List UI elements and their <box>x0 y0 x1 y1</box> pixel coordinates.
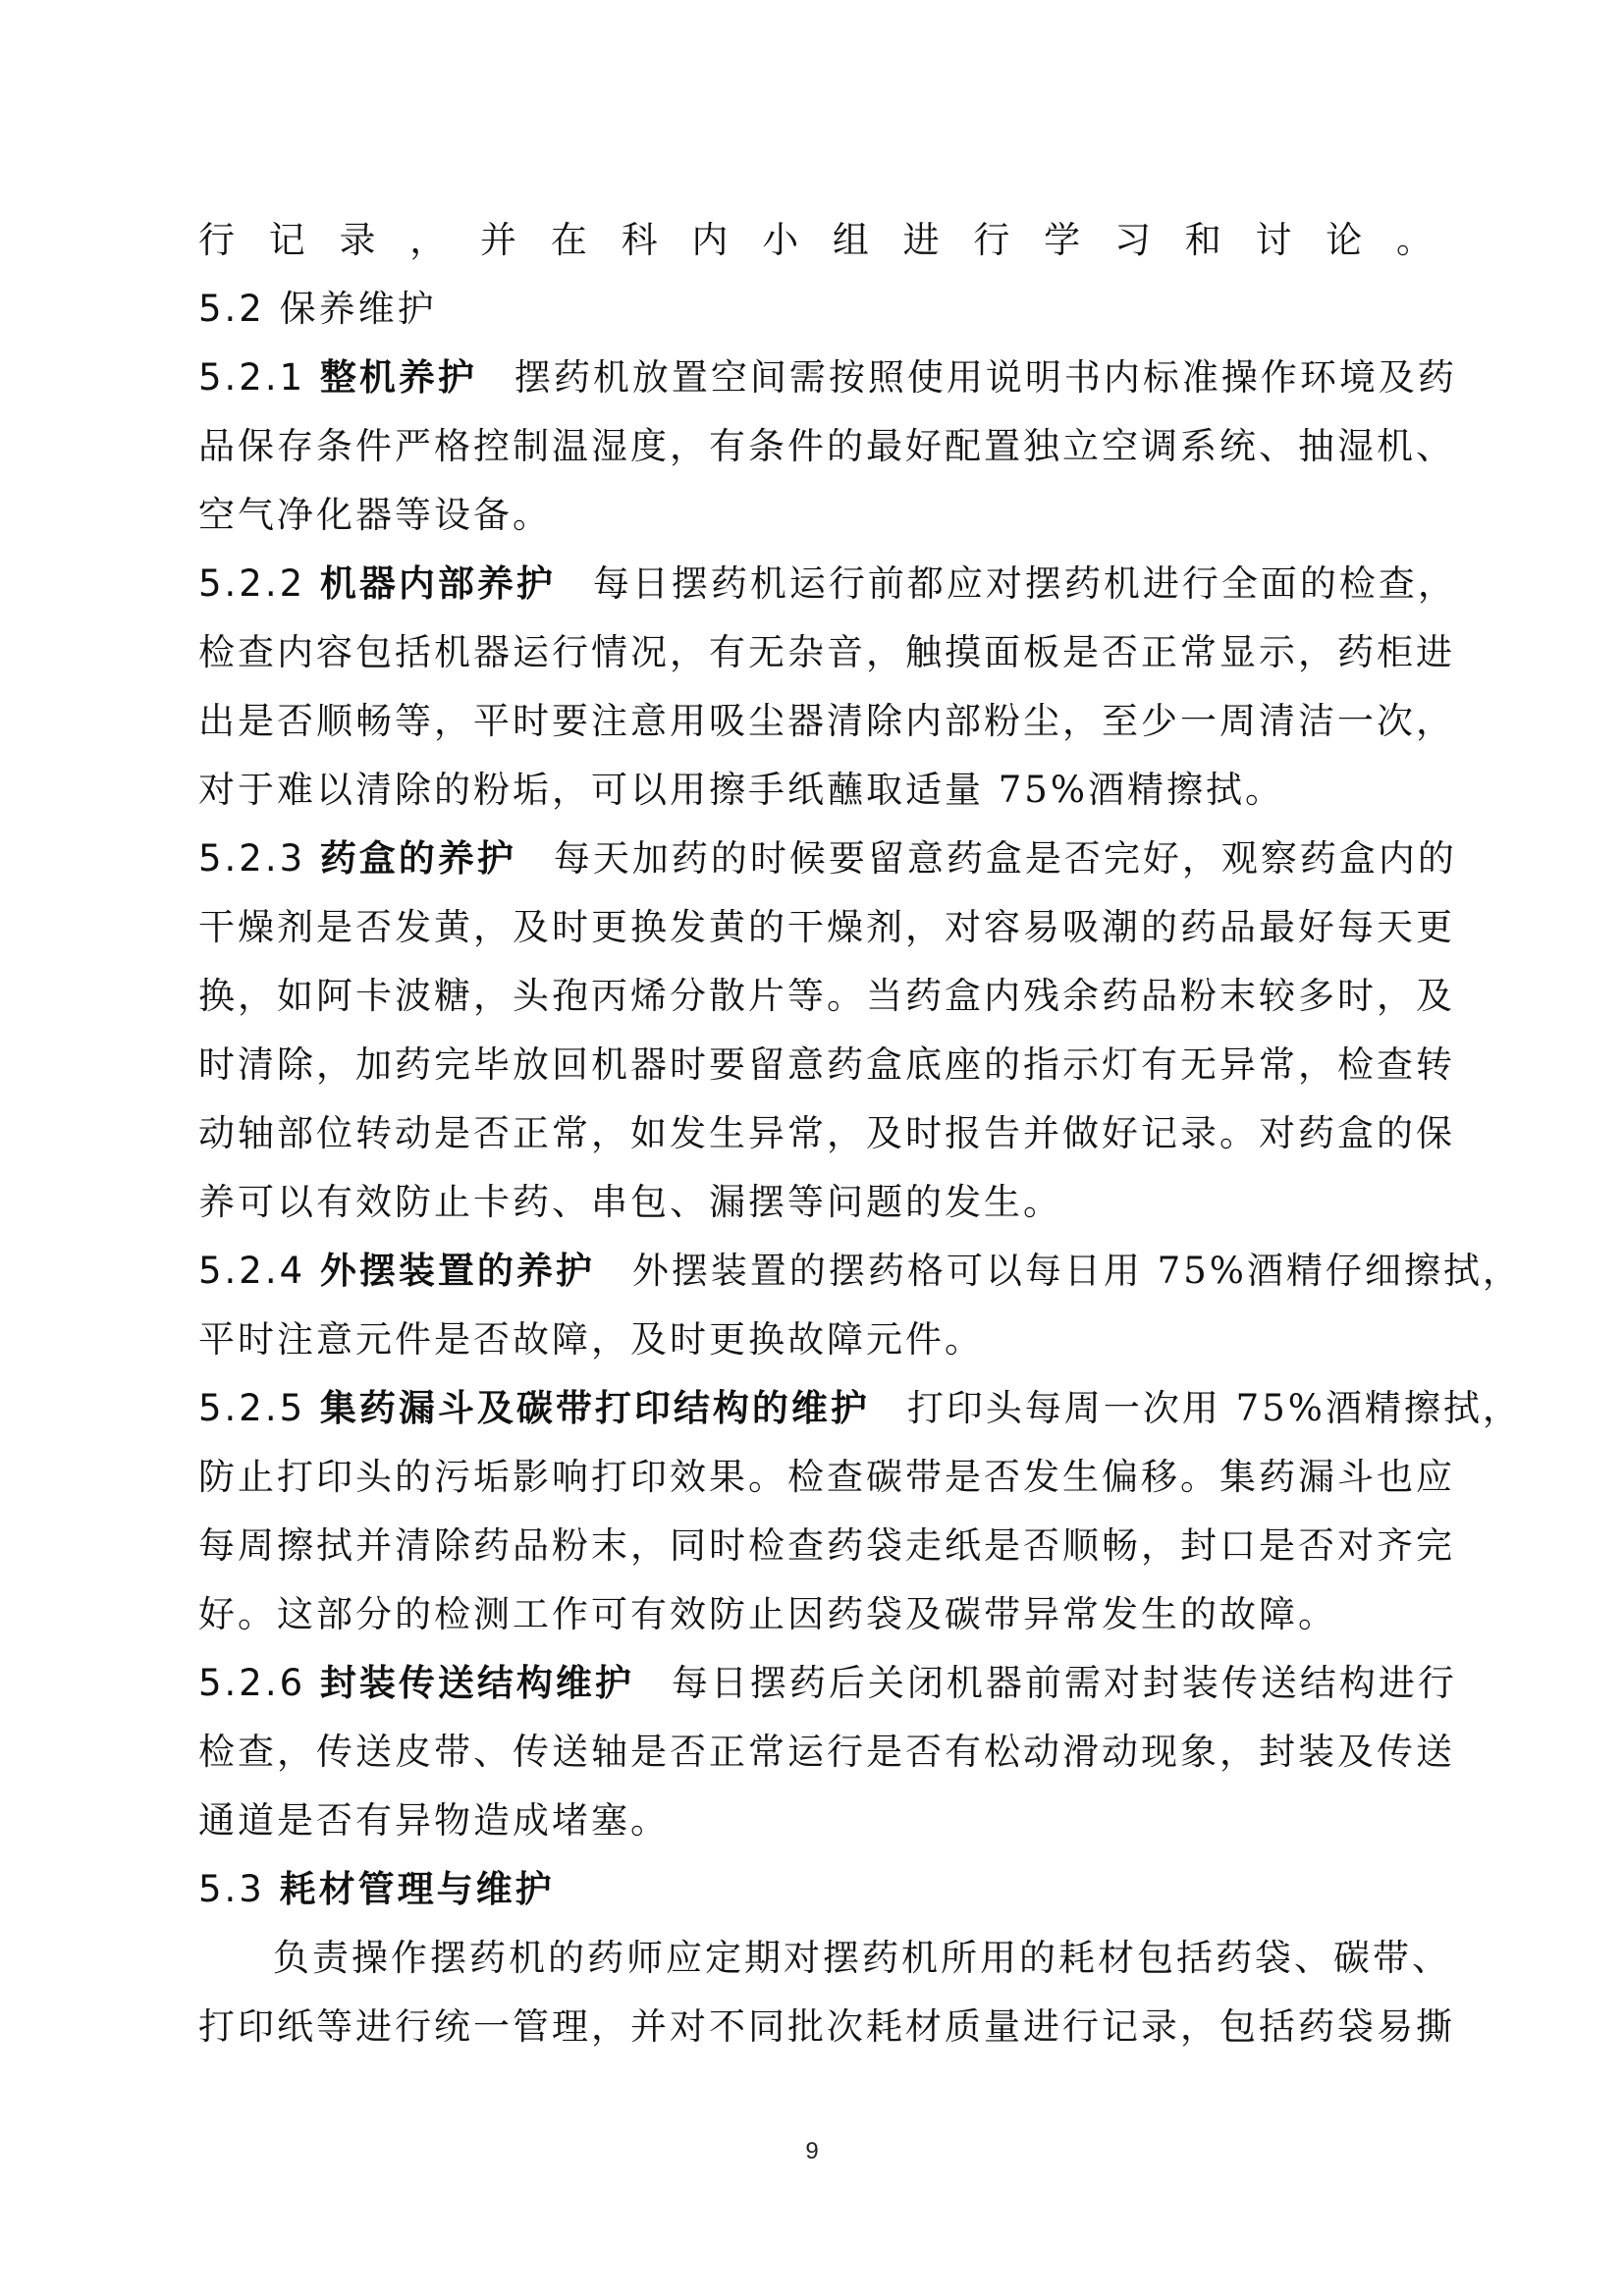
subsection-number: 5.2.2 <box>198 562 306 605</box>
subsection-number: 5.2.4 <box>198 1250 306 1292</box>
subsection-number: 5.2.3 <box>198 837 306 880</box>
section-heading <box>198 275 1435 344</box>
body-line: 干燥剂是否发黄，及时更换发黄的干燥剂，对容易吸潮的药品最好每天更 <box>198 906 1455 948</box>
subsection-line <box>198 550 1457 618</box>
body-line: 打印纸等进行统一管理，并对不同批次耗材质量进行记录，包括药袋易撕 <box>198 2005 1455 2048</box>
section-title: 保养维护 <box>279 288 437 330</box>
body-line: 对于难以清除的粉垢，可以用擦手纸蘸取适量 75%酒精擦拭。 <box>198 769 1284 811</box>
body-line: 好。这部分的检测工作可有效防止因药袋及碳带异常发生的故障。 <box>198 1593 1337 1635</box>
body-line: 检查，传送皮带、传送轴是否正常运行是否有松动滑动现象，封装及传送 <box>198 1731 1455 1773</box>
section-heading <box>198 1855 1435 1924</box>
section-title: 耗材管理与维护 <box>279 1868 555 1910</box>
body-text: 摆药机放置空间需按照使用说明书内标准操作环境及药 <box>514 356 1457 399</box>
subsection-title: 集药漏斗及碳带打印结构的维护 <box>319 1387 870 1429</box>
subsection-title: 外摆装置的养护 <box>319 1250 595 1292</box>
subsection-number: 5.2.6 <box>198 1662 306 1704</box>
body-line: 养可以有效防止卡药、串包、漏摆等问题的发生。 <box>198 1181 1062 1223</box>
body-line: 品保存条件严格控制温湿度，有条件的最好配置独立空调系统、抽湿机、 <box>198 425 1455 467</box>
body-text: 每日摆药后关闭机器前需对封装传送结构进行 <box>671 1662 1457 1704</box>
body-line: 空气净化器等设备。 <box>198 494 552 536</box>
body-line: 负责操作摆药机的药师应定期对摆药机所用的耗材包括药袋、碳带、 <box>273 1937 1451 1979</box>
body-text: 每日摆药机运行前都应对摆药机进行全面的检查， <box>592 562 1457 605</box>
body-line: 平时注意元件是否故障，及时更换故障元件。 <box>198 1318 984 1361</box>
body-text: 每天加药的时候要留意药盒是否完好，观察药盒内的 <box>553 837 1457 880</box>
body-line: 时清除，加药完毕放回机器时要留意药盒底座的指示灯有无异常，检查转 <box>198 1043 1455 1086</box>
subsection-line <box>198 344 1457 412</box>
subsection-number: 5.2.5 <box>198 1387 306 1429</box>
body-line: 防止打印头的污垢影响打印效果。检查碳带是否发生偏移。集药漏斗也应 <box>198 1456 1455 1498</box>
body-line: 每周擦拭并清除药品粉末，同时检查药袋走纸是否顺畅，封口是否对齐完 <box>198 1524 1455 1567</box>
section-number: 5.2 <box>198 288 265 330</box>
subsection-number: 5.2.1 <box>198 356 306 399</box>
subsection-title: 封装传送结构维护 <box>319 1662 634 1704</box>
body-line: 动轴部位转动是否正常，如发生异常，及时报告并做好记录。对药盒的保 <box>198 1112 1455 1154</box>
subsection-title: 整机养护 <box>319 356 477 399</box>
subsection-title: 药盒的养护 <box>319 837 516 880</box>
body-line: 出是否顺畅等，平时要注意用吸尘器清除内部粉尘，至少一周清洁一次， <box>198 700 1455 742</box>
body-line: 换，如阿卡波糖，头孢丙烯分散片等。当药盒内残余药品粉末较多时，及 <box>198 975 1455 1017</box>
subsection-line <box>198 1649 1457 1718</box>
subsection-title: 机器内部养护 <box>319 562 556 605</box>
section-number: 5.3 <box>198 1868 265 1910</box>
body-text: 外摆装置的摆药格可以每日用 75%酒精仔细擦拭， <box>631 1250 1522 1292</box>
page-body <box>198 206 1522 2061</box>
body-line: 检查内容包括机器运行情况，有无杂音，触摸面板是否正常显示，药柜进 <box>198 631 1455 673</box>
subsection-line <box>198 1237 1522 1306</box>
subsection-line <box>198 825 1457 893</box>
subsection-line <box>198 1374 1522 1443</box>
body-text: 打印头每周一次用 75%酒精擦拭， <box>906 1387 1522 1429</box>
body-line: 行记录，并在科内小组进行学习和讨论。 <box>198 219 1435 261</box>
body-line: 通道是否有异物造成堵塞。 <box>198 1799 670 1842</box>
page-number: 9 <box>805 2138 819 2164</box>
